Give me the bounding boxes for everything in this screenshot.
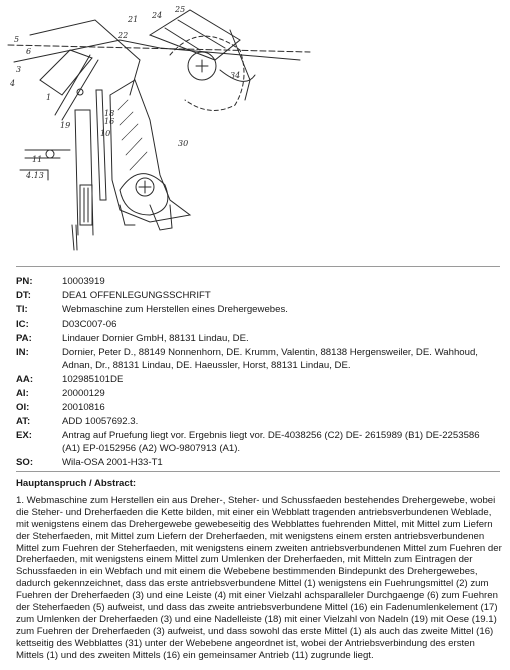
- field-row-ai: [16, 388, 500, 401]
- hatching: [118, 100, 147, 170]
- thread-path-line-2: [30, 20, 140, 60]
- abstract-heading: Hauptanspruch / Abstract:: [16, 478, 137, 489]
- field-row-dt: [16, 290, 500, 303]
- field-label: IN:: [16, 346, 29, 358]
- reed-line-2: [178, 20, 225, 48]
- ref-numeral: 34: [230, 71, 241, 80]
- field-label: SO:: [16, 457, 34, 469]
- field-label: OI:: [16, 402, 30, 414]
- guide-bar: [96, 90, 106, 200]
- needle-bar-left: [75, 110, 78, 235]
- ref-numeral: 3: [16, 65, 22, 74]
- abstract-text: 1. Webmaschine zum Herstellen ein aus Dreher-, Steher- und Schussfaeden bestehendes Drehergewebe, wobei die Steher- und Dreherfaeden die Kette bilden, mit einer ein Webblatt tragenden antriebsverbundenen Weblade, mit wenigstens einem das Drehergewebe gewebeseitig des Webblattes fuehrenden Mittel, mit Mittel zum Liefern der Steherfaeden, mit Mittel zum Liefern der Dreherfaeden, mit wenigstens einem ersten antriebsverbundenen Mittel zum Fuehren der Steherfaeden, mit wenigstens einem zweiten antriebsverbundenen Mittel zum Fuehren der Dreherfaeden, mit wenigstens einem Mittel zum Umlenken der Dreherfaeden, mit Mitteln zum Eintragen der Schussfaeden in ein Webfach und mit einem die Webebene bestimmenden Bindepunkt des Drehergewebes, dadurch gekennzeichnet, dass das erste antriebsverbundene Mittel (1) wenigstens ein Fuehrungsmittel (2) zum Fuehren der Dreherfaeden (3) und eine Leiste (4) mit einer Vielzahl achsparalleler Durchgaenge (6) zum Fuehren der Steherfaeden (5) aufweist, und dass das zweite antriebsverbundene Mittel (16) ein Fadenumlenkelement (17) zum Umlenken der Dreherfaeden (3) und eine Nadelleiste (18) mit einer Vielzahl von Nadeln (19) mit Oese (19.1) zum Fuehren der Dreherfaeden (3) aufweist, und dass sowohl das erste Mittel (1) als auch das zweite Mittel (16) kettseitig des Webblattes (31) unter der Webebene angeordnet ist, wobei der Antriebsverbindung des ersten Mittels (1) und des zweiten Mittels (16) ein gemeinsamer Antrieb (11) zugrunde liegt.: [16, 494, 502, 661]
- field-label: TI:: [16, 304, 28, 316]
- ref-numeral: 1: [46, 93, 52, 102]
- field-value: Wila-OSA 2001-H33-T1: [62, 457, 163, 469]
- field-row-so: [16, 457, 500, 470]
- patent-drawing: [0, 0, 510, 262]
- abstract-section: [16, 478, 502, 662]
- field-row-ti: [16, 304, 500, 317]
- ref-numeral: 4.13: [26, 171, 44, 180]
- field-value: 102985101DE: [62, 373, 124, 385]
- field-label: IC:: [16, 318, 29, 330]
- field-value: ADD 10057692.3.: [62, 416, 139, 428]
- ref-numeral: 11: [32, 155, 43, 164]
- field-row-pn: [16, 276, 500, 289]
- field-value: D03C007-06: [62, 318, 117, 330]
- field-label: DT:: [16, 290, 31, 302]
- field-row-pa: [16, 333, 500, 346]
- reed-holder: [150, 10, 240, 60]
- field-label: AA:: [16, 373, 34, 385]
- ref-numeral: 21: [128, 15, 139, 24]
- field-row-at: [16, 416, 500, 429]
- ref-numeral: 4: [10, 79, 16, 88]
- field-label: EX:: [16, 430, 32, 442]
- field-label: PN:: [16, 276, 33, 287]
- ref-numeral: 25: [175, 5, 186, 14]
- lever-rod-2: [62, 60, 98, 120]
- field-value: Webmaschine zum Herstellen eines Drehergewebes.: [62, 304, 288, 316]
- field-row-ex: [16, 430, 500, 455]
- needle-tip: [72, 225, 77, 250]
- field-label: AT:: [16, 416, 31, 428]
- ref-numeral: 19: [60, 121, 71, 130]
- sley-housing: [110, 80, 190, 222]
- needle-block: [80, 185, 92, 225]
- field-row-oi: [16, 402, 500, 415]
- needle-lines: [84, 188, 88, 222]
- field-value: Dornier, Peter D., 88149 Nonnenhorn, DE. Krumm, Valentin, 88138 Hergensweiler, DE. Wahhoud, Adnan, Dr., 88131 Lindau, DE. Haeussler, Horst, 88131 Lindau, DE.: [62, 346, 478, 371]
- field-row-aa: [16, 374, 500, 387]
- field-row-ic: [16, 319, 500, 332]
- field-label: PA:: [16, 332, 32, 344]
- field-label: AI:: [16, 387, 29, 399]
- lever-plate: [40, 50, 92, 95]
- reed-line: [165, 28, 200, 50]
- field-value: 20010816: [62, 402, 105, 414]
- field-value: 10003919: [62, 276, 105, 287]
- field-value: Antrag auf Pruefung liegt vor. Ergebnis liegt vor. DE-4038256 (C2) DE- 2615989 (B1) DE-2253586 (A1) EP-0152956 (A2) WO-9807913 (A1).: [62, 430, 480, 455]
- side-pivot: [46, 150, 54, 158]
- sley-lower-lobe: [120, 174, 168, 215]
- shaft-cross: [139, 181, 151, 193]
- ref-numeral: 16: [104, 117, 115, 126]
- lever-rod: [55, 55, 90, 115]
- bibliographic-fields: [16, 276, 500, 471]
- field-value: Lindauer Dornier GmbH, 88131 Lindau, DE.: [62, 332, 249, 344]
- foot-bracket: [150, 205, 172, 230]
- field-value: 20000129: [62, 387, 105, 399]
- ref-numeral: 10: [100, 129, 111, 138]
- field-value: DEA1 OFFENLEGUNGSSCHRIFT: [62, 290, 211, 302]
- warp-thread-line: [8, 45, 310, 52]
- wheel-axis: [196, 60, 208, 72]
- loom-mechanism-drawing: [0, 0, 510, 262]
- ref-numeral: 5: [14, 35, 20, 44]
- ref-numeral: 30: [178, 139, 189, 148]
- ref-numeral: 6: [26, 47, 32, 56]
- ref-numeral: 24: [152, 11, 163, 20]
- ref-numeral: 18: [104, 109, 115, 118]
- abstract-divider: [16, 471, 500, 472]
- ref-numeral: 22: [118, 31, 129, 40]
- top-divider: [16, 266, 500, 267]
- field-row-in: [16, 347, 500, 372]
